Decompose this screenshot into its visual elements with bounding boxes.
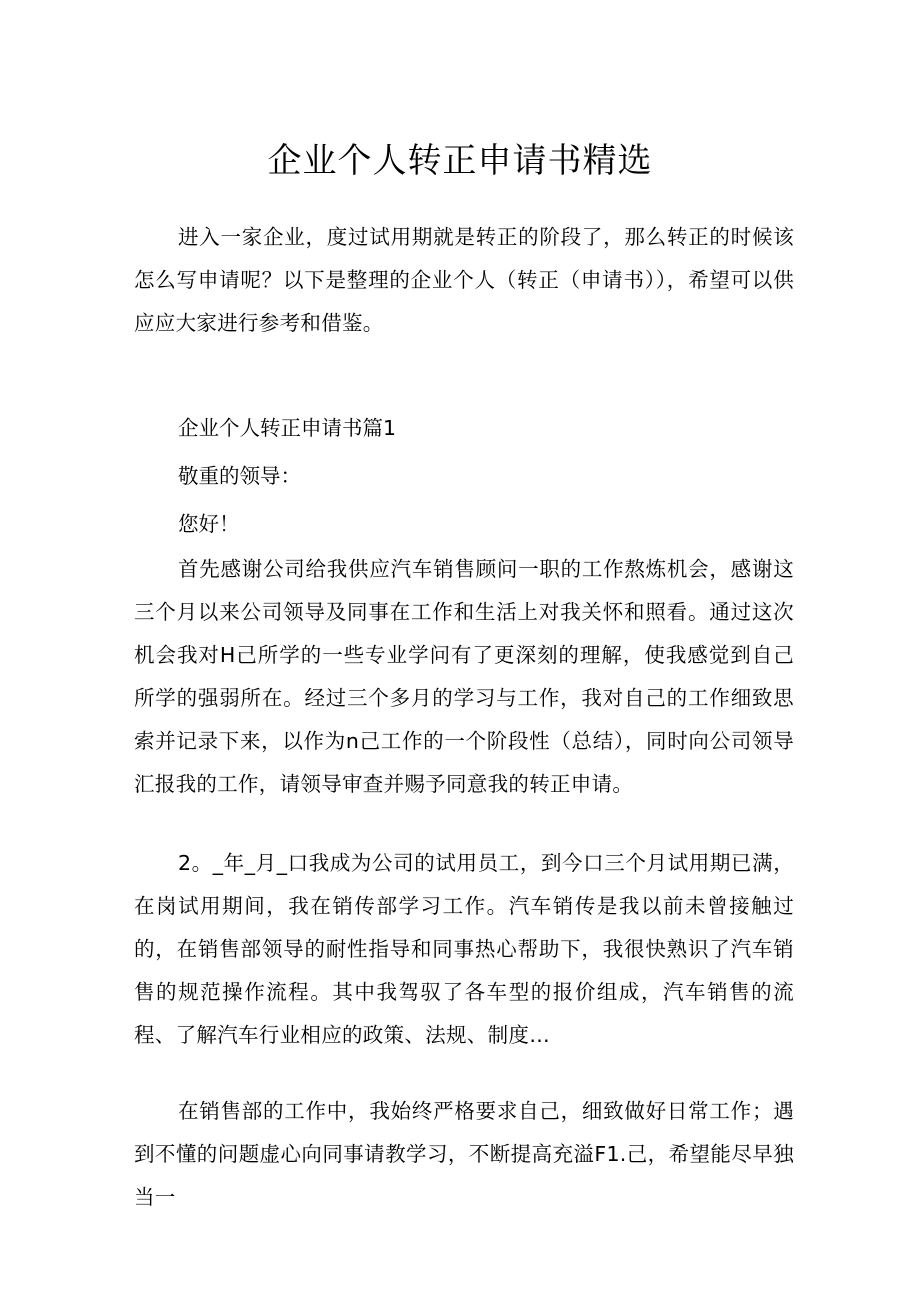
section-heading: 企业个人转正申请书篇1 [178, 416, 397, 440]
body-paragraph: 2。_年_月_口我成为公司的试用员工，到今口三个月试用期已满，在岗试用期间，我在销传部学习工作。汽车销传是我以前未曾接触过的，在销售部领导的耐性指导和同事热心帮助下，我很快熟识了汽车销售的规范操作流程。其中我驾驭了各车型的报价组成，汽车销售的流程、了解汽车行业相应的政策、法规、制度… [134, 851, 794, 1047]
document-title: 企业个人转正申请书精选 [267, 141, 653, 181]
body-paragraph: 首先感谢公司给我供应汽车销售顾问一职的工作熬炼机会，感谢这三个月以来公司领导及同事在工作和生活上对我关怀和照看。通过这次机会我对H己所学的一些专业学问有了更深刻的理解，使我感觉到自己所学的强弱所在。经过三个多月的学习与工作，我对自己的工作细致思索并记录下来，以作为n己工作的一个阶段性（总结），同时向公司领导汇报我的工作，请领导审查并赐予同意我的转正申请。 [134, 557, 794, 796]
salutation: 敬重的领导： [178, 464, 301, 488]
body-paragraph: 在销售部的工作中，我始终严格要求自己，细致做好日常工作；遇到不懂的问题虚心向同事请教学习，不断提高充溢F1.己，希望能尽早独当一 [134, 1099, 794, 1209]
intro-paragraph: 进入一家企业，度过试用期就是转正的阶段了，那么转正的时候该怎么写申请呢？以下是整理的企业个人（转正（申请书）），希望可以供应应大家进行参考和借鉴。 [134, 225, 794, 335]
greeting: 您好！ [178, 512, 240, 536]
